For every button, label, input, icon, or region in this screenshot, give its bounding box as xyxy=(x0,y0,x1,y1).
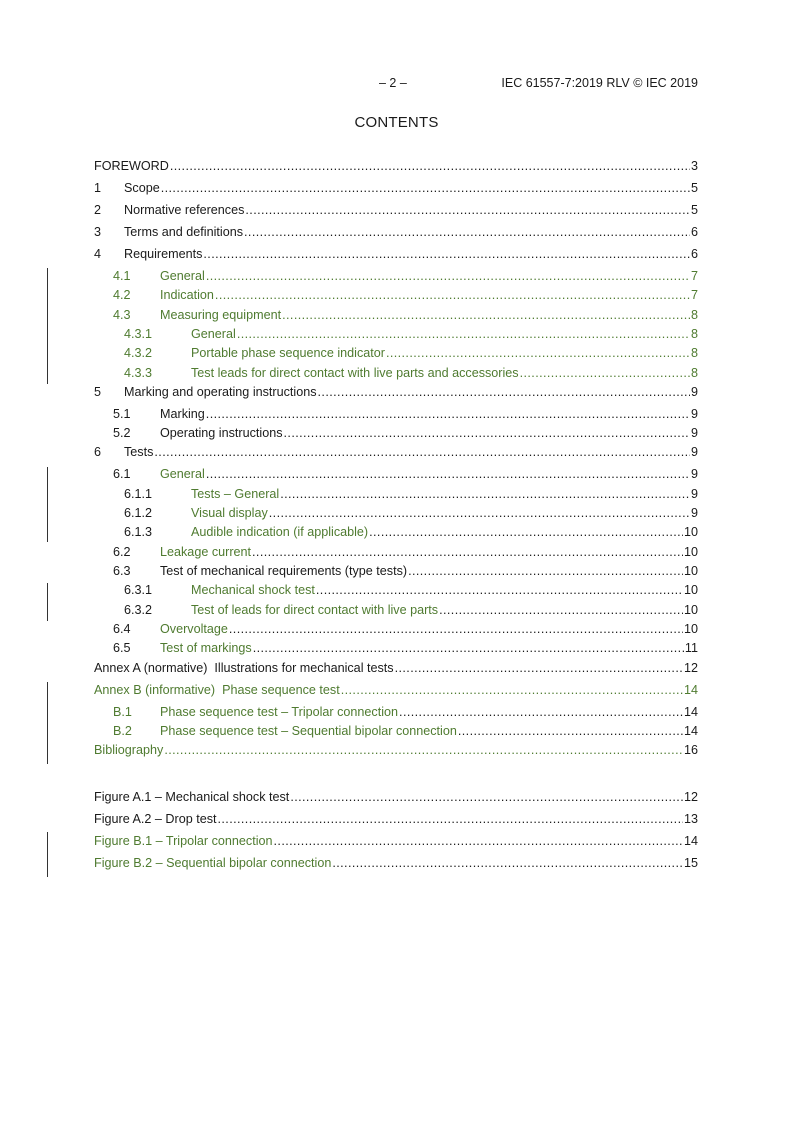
toc-entry-6[interactable] xyxy=(94,444,698,461)
toc-number: 5.1 xyxy=(113,407,131,421)
leader-dots xyxy=(290,789,683,806)
toc-entry-6-1-3[interactable] xyxy=(124,524,698,541)
toc-page: 10 xyxy=(683,583,698,597)
toc-entry-4-2[interactable] xyxy=(113,287,698,304)
toc-page: 8 xyxy=(690,366,698,380)
leader-dots xyxy=(341,682,683,699)
toc-title: Test of markings xyxy=(160,641,252,655)
figure-entry-a-1[interactable] xyxy=(94,789,698,806)
toc-entry-2[interactable] xyxy=(94,202,698,219)
toc-title: General xyxy=(160,467,205,481)
page-number: – 2 – xyxy=(379,76,407,90)
toc-number: 4 xyxy=(94,247,102,261)
toc-title: Annex A (normative) Illustrations for mechanical tests xyxy=(94,661,394,675)
toc-entry-6-1[interactable] xyxy=(113,466,698,483)
toc-page: 10 xyxy=(683,622,698,636)
toc-page: 9 xyxy=(690,467,698,481)
toc-number: 6.4 xyxy=(113,622,131,636)
toc-title: Normative references xyxy=(124,203,245,217)
toc-title: Leakage current xyxy=(160,545,252,559)
leader-dots xyxy=(369,524,683,541)
toc-title: Visual display xyxy=(191,506,268,520)
leader-dots xyxy=(318,384,690,401)
toc-page: 7 xyxy=(690,288,698,302)
toc-entry-4-3-3[interactable] xyxy=(124,365,698,382)
toc-number: 4.3.3 xyxy=(124,366,153,380)
toc-title: General xyxy=(160,269,205,283)
leader-dots xyxy=(253,640,684,657)
figure-entry-a-2[interactable] xyxy=(94,811,698,828)
toc-page: 6 xyxy=(690,225,698,239)
toc-entry-bibliography[interactable] xyxy=(94,742,698,759)
toc-title: Audible indication (if applicable) xyxy=(191,525,369,539)
toc-page: 12 xyxy=(683,661,698,675)
leader-dots xyxy=(229,621,683,638)
leader-dots xyxy=(203,246,690,263)
toc-entry-6-4[interactable] xyxy=(113,621,698,638)
toc-page: 11 xyxy=(684,641,698,655)
toc-entry-5[interactable] xyxy=(94,384,698,401)
figure-page: 14 xyxy=(683,834,698,848)
leader-dots xyxy=(395,660,683,677)
toc-page: 8 xyxy=(690,308,698,322)
leader-dots xyxy=(332,855,683,872)
toc-page: 8 xyxy=(690,346,698,360)
toc-title: Mechanical shock test xyxy=(191,583,315,597)
toc-entry-4[interactable] xyxy=(94,246,698,263)
toc-page: 16 xyxy=(683,743,698,757)
leader-dots xyxy=(520,365,690,382)
change-bar xyxy=(47,583,48,621)
toc-number: 4.3.2 xyxy=(124,346,153,360)
toc-entry-3[interactable] xyxy=(94,224,698,241)
toc-title: Test of mechanical requirements (type tests) xyxy=(160,564,408,578)
leader-dots xyxy=(206,268,690,285)
toc-number: 6.1.2 xyxy=(124,506,153,520)
change-bar xyxy=(47,682,48,764)
toc-number: B.2 xyxy=(113,724,132,738)
toc-number: 3 xyxy=(94,225,102,239)
figure-entry-b-2[interactable] xyxy=(94,855,698,872)
toc-entry-6-1-2[interactable] xyxy=(124,505,698,522)
toc-entry-b-2[interactable] xyxy=(113,723,698,740)
toc-title: Bibliography xyxy=(94,743,164,757)
toc-entry-4-3-1[interactable] xyxy=(124,326,698,343)
toc-title: FOREWORD xyxy=(94,159,169,173)
figure-title: Figure B.1 – Tripolar connection xyxy=(94,834,273,848)
leader-dots xyxy=(386,345,690,362)
toc-title: Phase sequence test – Sequential bipolar connection xyxy=(160,724,457,738)
toc-entry-4-1[interactable] xyxy=(113,268,698,285)
toc-number: 6.3.2 xyxy=(124,603,153,617)
leader-dots xyxy=(245,202,690,219)
toc-entry-6-3[interactable] xyxy=(113,563,698,580)
toc-number: 6.1 xyxy=(113,467,131,481)
toc-number: 5.2 xyxy=(113,426,131,440)
toc-entry-6-3-2[interactable] xyxy=(124,602,698,619)
figure-title: Figure B.2 – Sequential bipolar connection xyxy=(94,856,332,870)
toc-number: 5 xyxy=(94,385,102,399)
toc-number: B.1 xyxy=(113,705,132,719)
toc-entry-foreword[interactable] xyxy=(94,158,698,175)
leader-dots xyxy=(252,544,683,561)
toc-page: 9 xyxy=(690,445,698,459)
toc-number: 2 xyxy=(94,203,102,217)
figure-page: 15 xyxy=(683,856,698,870)
leader-dots xyxy=(154,444,690,461)
toc-page: 9 xyxy=(690,407,698,421)
leader-dots xyxy=(206,406,690,423)
toc-entry-6-1-1[interactable] xyxy=(124,486,698,503)
toc-title: Operating instructions xyxy=(160,426,283,440)
toc-page: 5 xyxy=(690,203,698,217)
toc-number: 4.3.1 xyxy=(124,327,153,341)
leader-dots xyxy=(284,425,690,442)
leader-dots xyxy=(408,563,683,580)
leader-dots xyxy=(269,505,690,522)
toc-entry-5-1[interactable] xyxy=(113,406,698,423)
toc-entry-1[interactable] xyxy=(94,180,698,197)
leader-dots xyxy=(170,158,690,175)
toc-title: Annex B (informative) Phase sequence test xyxy=(94,683,340,697)
figure-title: Figure A.1 – Mechanical shock test xyxy=(94,790,290,804)
toc-title: Test leads for direct contact with live parts and accessories xyxy=(191,366,519,380)
toc-title: General xyxy=(191,327,236,341)
leader-dots xyxy=(316,582,683,599)
toc-page: 10 xyxy=(683,603,698,617)
toc-page: 14 xyxy=(683,724,698,738)
toc-page: 5 xyxy=(690,181,698,195)
toc-title: Terms and definitions xyxy=(124,225,244,239)
toc-title: Scope xyxy=(124,181,160,195)
toc-title: Marking xyxy=(160,407,205,421)
toc-title: Phase sequence test – Tripolar connection xyxy=(160,705,399,719)
toc-number: 4.3 xyxy=(113,308,131,322)
leader-dots xyxy=(244,224,690,241)
toc-page: 10 xyxy=(683,525,698,539)
toc-page: 6 xyxy=(690,247,698,261)
document-reference: IEC 61557-7:2019 RLV © IEC 2019 xyxy=(501,76,698,90)
toc-title: Test of leads for direct contact with live parts xyxy=(191,603,439,617)
toc-number: 4.1 xyxy=(113,269,131,283)
toc-entry-4-3-2[interactable] xyxy=(124,345,698,362)
toc-number: 6.5 xyxy=(113,641,131,655)
toc-title: Indication xyxy=(160,288,214,302)
change-bar xyxy=(47,832,48,877)
toc-title: Tests xyxy=(124,445,154,459)
toc-entry-4-3[interactable] xyxy=(113,307,698,324)
leader-dots xyxy=(237,326,690,343)
toc-page: 9 xyxy=(690,506,698,520)
leader-dots xyxy=(218,811,683,828)
change-bar xyxy=(47,268,48,384)
toc-page: 14 xyxy=(683,683,698,697)
leader-dots xyxy=(458,723,683,740)
toc-page: 10 xyxy=(683,545,698,559)
toc-title: Overvoltage xyxy=(160,622,228,636)
toc-entry-b-1[interactable] xyxy=(113,704,698,721)
toc-number: 6.2 xyxy=(113,545,131,559)
toc-number: 4.2 xyxy=(113,288,131,302)
toc-title: Measuring equipment xyxy=(160,308,282,322)
toc-page: 9 xyxy=(690,426,698,440)
toc-number: 6.3.1 xyxy=(124,583,153,597)
toc-entry-annex-a[interactable] xyxy=(94,660,698,677)
toc-number: 1 xyxy=(94,181,102,195)
leader-dots xyxy=(439,602,683,619)
toc-number: 6.1.1 xyxy=(124,487,153,501)
toc-entry-6-3-1[interactable] xyxy=(124,582,698,599)
toc-entry-6-2[interactable] xyxy=(113,544,698,561)
toc-title: Marking and operating instructions xyxy=(124,385,317,399)
figure-entry-b-1[interactable] xyxy=(94,833,698,850)
toc-entry-6-5[interactable] xyxy=(113,640,698,657)
toc-page: 7 xyxy=(690,269,698,283)
toc-page: 10 xyxy=(683,564,698,578)
figure-title: Figure A.2 – Drop test xyxy=(94,812,217,826)
toc-page: 9 xyxy=(690,487,698,501)
toc-entry-annex-b[interactable] xyxy=(94,682,698,699)
page-title: CONTENTS xyxy=(354,114,439,131)
toc-page: 14 xyxy=(683,705,698,719)
figure-page: 12 xyxy=(683,790,698,804)
change-bar xyxy=(47,467,48,542)
toc-number: 6 xyxy=(94,445,102,459)
toc-number: 6.1.3 xyxy=(124,525,153,539)
leader-dots xyxy=(399,704,683,721)
leader-dots xyxy=(215,287,690,304)
toc-title: Portable phase sequence indicator xyxy=(191,346,385,360)
leader-dots xyxy=(161,180,690,197)
leader-dots xyxy=(206,466,690,483)
toc-title: Requirements xyxy=(124,247,203,261)
toc-title: Tests – General xyxy=(191,487,280,501)
toc-page: 9 xyxy=(690,385,698,399)
toc-page: 8 xyxy=(690,327,698,341)
toc-page: 3 xyxy=(690,159,698,173)
leader-dots xyxy=(164,742,683,759)
figure-page: 13 xyxy=(683,812,698,826)
leader-dots xyxy=(282,307,690,324)
toc-entry-5-2[interactable] xyxy=(113,425,698,442)
leader-dots xyxy=(274,833,683,850)
leader-dots xyxy=(280,486,690,503)
toc-number: 6.3 xyxy=(113,564,131,578)
page-header xyxy=(95,76,698,92)
